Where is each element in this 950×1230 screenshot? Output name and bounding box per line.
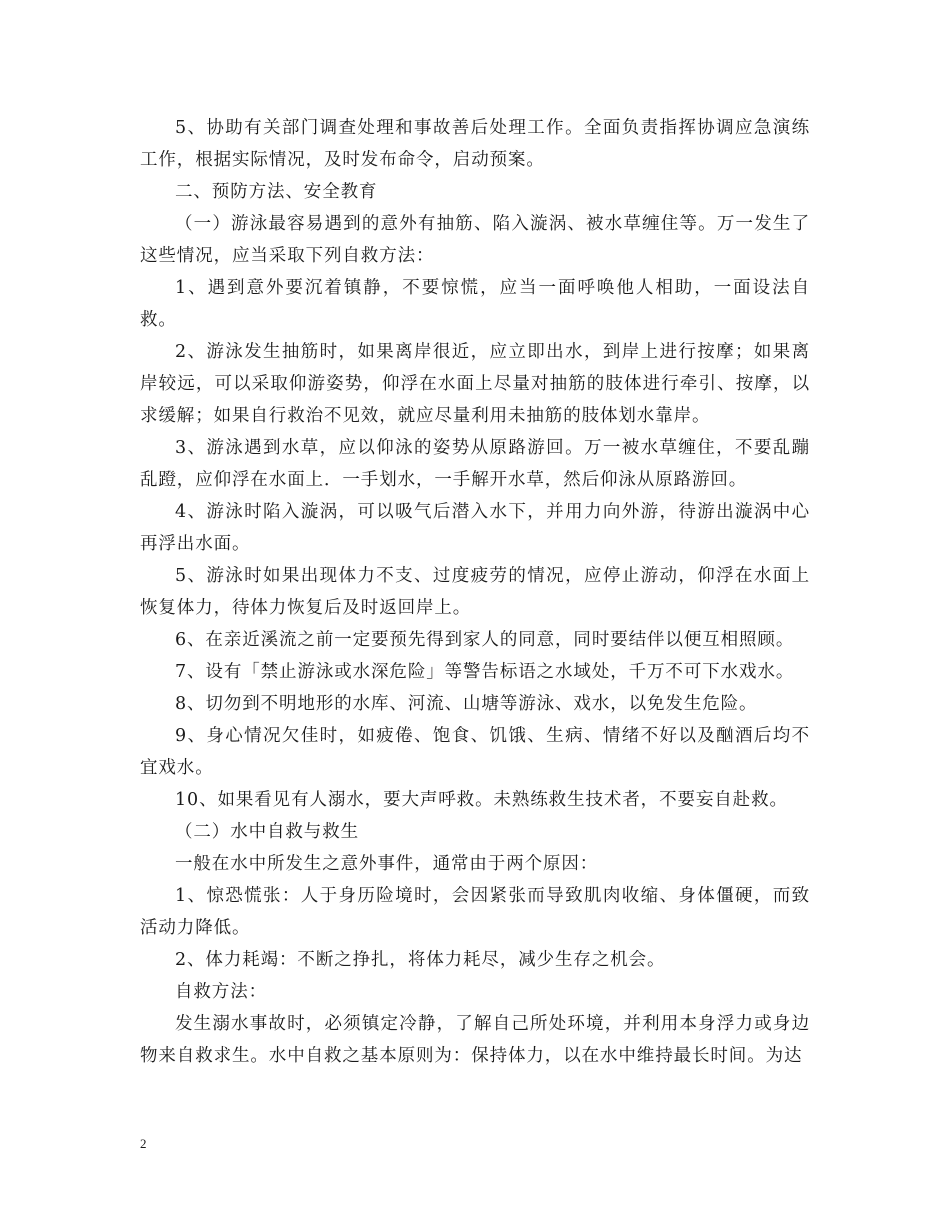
list-item: 8、切勿到不明地形的水库、河流、山塘等游泳、戏水，以免发生危险。 [175, 694, 758, 714]
list-item: 4、游泳时陷入漩涡，可以吸气后潜入水下，并用力向外游，待游出漩涡中心再浮出水面。 [140, 502, 810, 554]
list-item: 1、遇到意外要沉着镇静，不要惊慌，应当一面呼唤他人相助，一面设法自救。 [140, 278, 810, 330]
list-item: 7、设有「禁止游泳或水深危险」等警告标语之水域处，千万不可下水戏水。 [175, 662, 795, 682]
document-body [140, 112, 810, 1072]
list-item: 2、游泳发生抽筋时，如果离岸很近，应立即出水，到岸上进行按摩；如果离岸较远，可以采取仰游姿势，仰浮在水面上尽量对抽筋的肢体进行牵引、按摩，以求缓解；如果自行救治不见效，就应尽量利用未抽筋的肢体划水靠岸。 [140, 342, 810, 426]
method-heading: 自救方法： [175, 982, 267, 1002]
paragraph: 发生溺水事故时，必须镇定冷静，了解自己所处环境，并利用本身浮力或身边物来自救求生。水中自救之基本原则为：保持体力，以在水中维持最长时间。为达 [140, 1014, 810, 1066]
list-item: 5、游泳时如果出现体力不支、过度疲劳的情况，应停止游动，仰浮在水面上恢复体力，待体力恢复后及时返回岸上。 [140, 566, 810, 618]
list-item: 10、如果看见有人溺水，要大声呼救。未熟练救生技术者，不要妄自赴救。 [175, 790, 788, 810]
list-item: 3、游泳遇到水草，应以仰泳的姿势从原路游回。万一被水草缠住，不要乱蹦乱蹬，应仰浮在水面上．一手划水，一手解开水草，然后仰泳从原路游回。 [140, 438, 810, 490]
paragraph: 一般在水中所发生之意外事件，通常由于两个原因： [175, 854, 599, 874]
list-item: 2、体力耗竭：不断之挣扎，将体力耗尽，减少生存之机会。 [175, 950, 666, 970]
page-number: 2 [140, 1136, 147, 1151]
subsection-heading: （二）水中自救与救生 [175, 822, 359, 842]
list-item: 6、在亲近溪流之前一定要预先得到家人的同意，同时要结伴以便互相照顾。 [175, 630, 795, 650]
section-heading: 二、预防方法、安全教育 [175, 182, 378, 202]
list-item: 1、惊恐慌张：人于身历险境时，会因紧张而导致肌肉收缩、身体僵硬，而致活动力降低。 [140, 886, 810, 938]
paragraph: 5、协助有关部门调查处理和事故善后处理工作。全面负责指挥协调应急演练工作，根据实际情况，及时发布命令，启动预案。 [140, 118, 810, 170]
list-item: 9、身心情况欠佳时，如疲倦、饱食、饥饿、生病、情绪不好以及酗酒后均不宜戏水。 [140, 726, 810, 778]
subsection-intro: （一）游泳最容易遇到的意外有抽筋、陷入漩涡、被水草缠住等。万一发生了这些情况，应当采取下列自救方法： [140, 214, 810, 266]
